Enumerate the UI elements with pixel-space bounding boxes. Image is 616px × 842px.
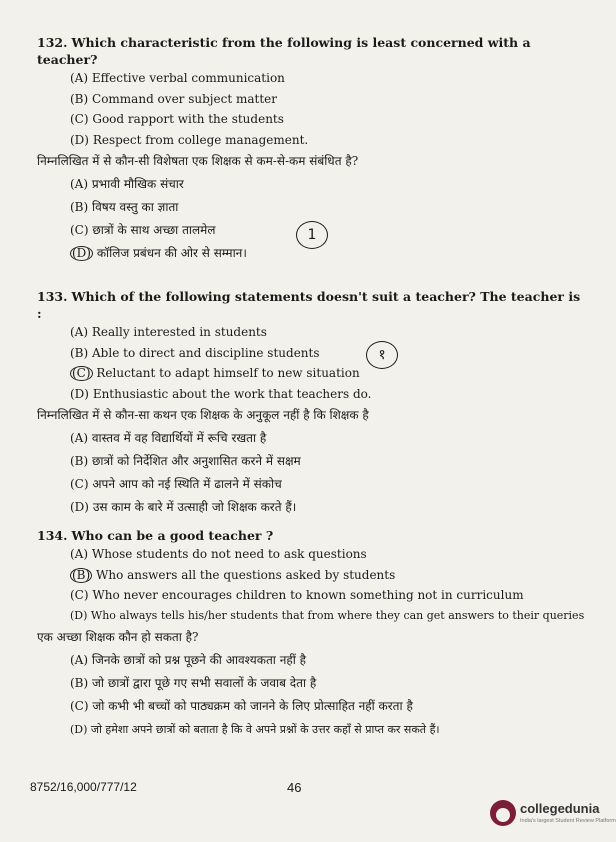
question-134 bbox=[37, 527, 585, 741]
question-number: 132. bbox=[37, 35, 68, 50]
question-title bbox=[37, 34, 585, 68]
logo-tagline: India's largest Student Review Platform bbox=[520, 818, 616, 824]
option-d: (D) Who always tells his/her students that from where they can get answers to their queries bbox=[70, 608, 585, 622]
hindi-question-text: निम्नलिखित में से कौन-सी विशेषता एक शिक्षक से कम-से-कम संबंधित है? bbox=[37, 154, 359, 168]
question-number: 134. bbox=[37, 528, 68, 543]
hindi-question-text: निम्नलिखित में से कौन-सा कथन एक शिक्षक के अनुकूल नहीं है कि शिक्षक है bbox=[37, 408, 369, 422]
hindi-option-a: (A) प्रभावी मौखिक संचार bbox=[70, 177, 184, 191]
question-133 bbox=[37, 288, 585, 519]
option-a: (A) Really interested in students bbox=[70, 325, 267, 339]
circled-answer: (B) bbox=[72, 567, 91, 582]
question-text: Which characteristic from the following is least concerned with a teacher? bbox=[37, 35, 531, 67]
option-a: (A) Effective verbal communication bbox=[70, 71, 285, 85]
question-number: 133. bbox=[37, 289, 68, 304]
option-d: (D) Respect from college management. bbox=[70, 132, 309, 147]
hindi-option-a: (A) वास्तव में वह विद्यार्थियों में रूचि रखता है bbox=[70, 431, 267, 445]
hindi-option-b: (B) विषय वस्तु का ज्ञाता bbox=[70, 200, 179, 214]
circled-answer: (C) bbox=[72, 366, 91, 380]
hindi-option-d: (D) जो हमेशा अपने छात्रों को बताता है कि वे अपने प्रश्नों के उत्तर कहाँ से प्राप्त कर सकते हैं। bbox=[70, 723, 440, 736]
logo-badge-icon bbox=[490, 800, 516, 826]
hindi-option-c: (C) जो कभी भी बच्चों को पाठ्यक्रम को जानने के लिए प्रोत्साहित नहीं करता है bbox=[70, 699, 413, 713]
hindi-option-b: (B) जो छात्रों द्वारा पूछे गए सभी सवालों के जवाब देता है bbox=[70, 676, 317, 690]
option-d: (D) Enthusiastic about the work that teachers do. bbox=[70, 386, 372, 401]
collegedunia-logo bbox=[490, 798, 616, 834]
option-b: (B) Command over subject matter bbox=[70, 91, 277, 106]
option-c: (C) Who never encourages children to known something not in curriculum bbox=[70, 588, 524, 602]
hindi-option-d: (D) कॉलिज प्रबंधन की ओर से सम्मान। bbox=[72, 246, 247, 260]
option-b: (B) Who answers all the questions asked by students bbox=[72, 567, 396, 582]
handwritten-answer-mark: १ bbox=[366, 341, 398, 369]
option-b: (B) Able to direct and discipline students bbox=[70, 345, 320, 360]
option-c: (C) Good rapport with the students bbox=[70, 112, 284, 126]
question-title bbox=[37, 288, 585, 322]
circled-answer: (D) bbox=[72, 246, 91, 260]
hindi-option-d: (D) उस काम के बारे में उत्साही जो शिक्षक करते हैं। bbox=[70, 500, 297, 514]
hindi-option-a: (A) जिनके छात्रों को प्रश्न पूछने की आवश्यकता नहीं है bbox=[70, 653, 307, 667]
option-c: (C) Reluctant to adapt himself to new situation bbox=[72, 366, 360, 380]
logo-name: collegedunia bbox=[520, 801, 600, 816]
handwritten-answer-mark: 1 bbox=[296, 221, 328, 249]
hindi-option-c: (C) छात्रों के साथ अच्छा तालमेल bbox=[70, 223, 216, 237]
option-a: (A) Whose students do not need to ask questions bbox=[70, 547, 367, 561]
page-number: 46 bbox=[287, 780, 302, 795]
hindi-option-c: (C) अपने आप को नई स्थिति में ढालने में संकोच bbox=[70, 477, 282, 491]
hindi-option-b: (B) छात्रों को निर्देशित और अनुशासित करने में सक्षम bbox=[70, 454, 301, 468]
hindi-question-text: एक अच्छा शिक्षक कौन हो सकता है? bbox=[37, 630, 199, 644]
question-title bbox=[37, 527, 585, 544]
question-text: Who can be a good teacher ? bbox=[71, 528, 274, 543]
paper-code: 8752/16,000/777/12 bbox=[30, 780, 137, 794]
question-text: Which of the following statements doesn't suit a teacher? The teacher is : bbox=[37, 289, 581, 321]
